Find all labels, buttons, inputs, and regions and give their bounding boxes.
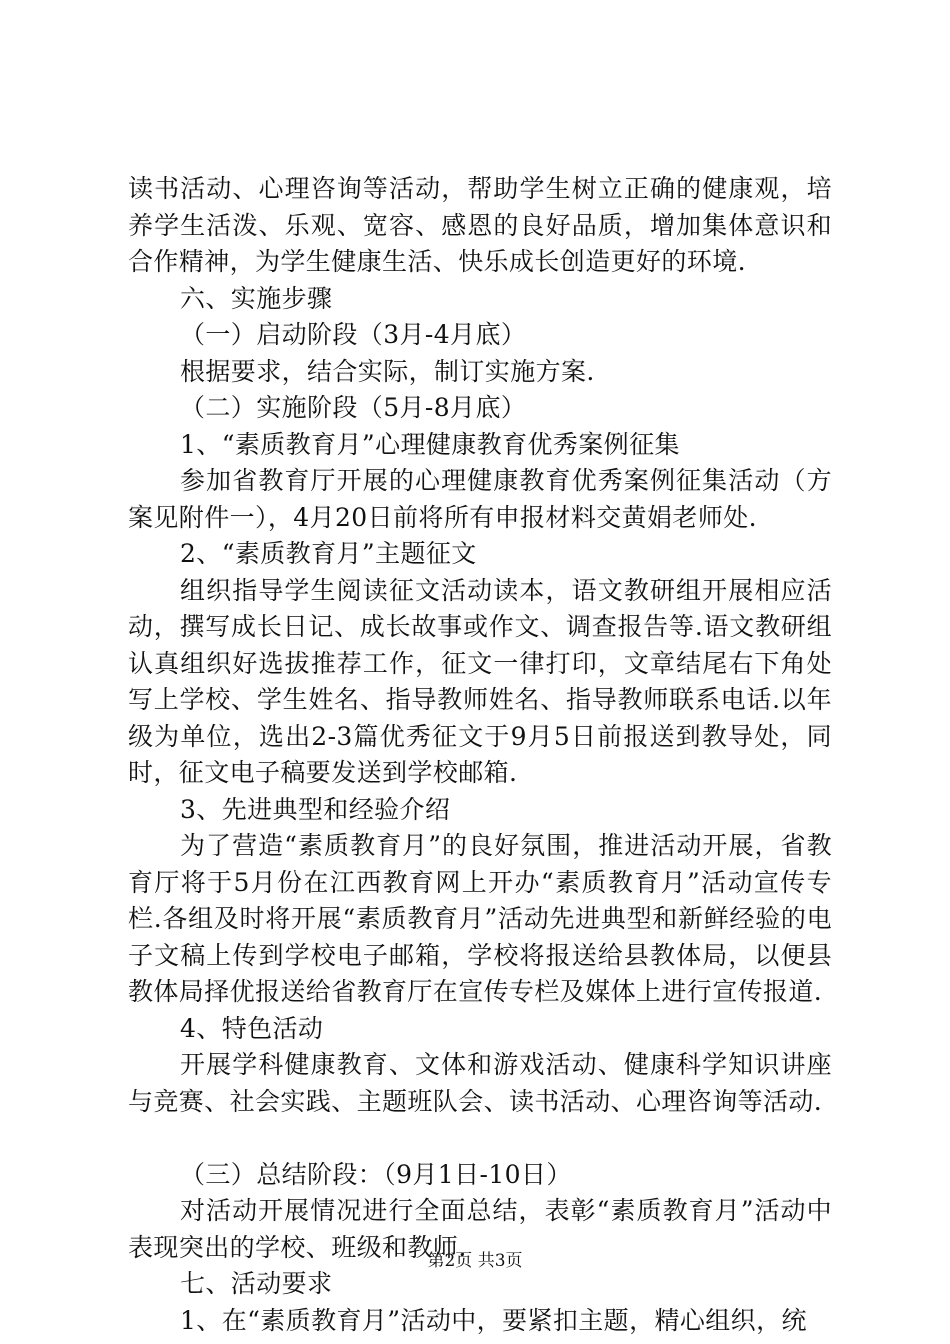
paragraph: 开展学科健康教育、文体和游戏活动、健康科学知识讲座与竞赛、社会实践、主题班队会、读书活动、心理咨询等活动.: [128, 1050, 832, 1116]
paragraph: 根据要求，结合实际，制订实施方案.: [180, 356, 595, 386]
document-body: [128, 171, 832, 1339]
paragraph: 参加省教育厅开展的心理健康教育优秀案例征集活动（方案见附件一），4月20日前将所有申报材料交黄娟老师处.: [128, 466, 832, 532]
paragraph: 为了营造“素质教育月”的良好氛围，推进活动开展，省教育厅将于5月份在江西教育网上开办“素质教育月”活动宣传专栏.各组及时将开展“素质教育月”活动先进典型和新鲜经验的电子文稿上传到学校电子邮箱，学校将报送给县教体局，以便县教体局择优报送给省教育厅在宣传专栏及媒体上进行宣传报道.: [128, 831, 832, 1006]
paragraph: 对活动开展情况进行全面总结，表彰“素质教育月”活动中表现突出的学校、班级和教师.: [128, 1196, 832, 1262]
subsection-heading: （三）总结阶段：（9月1日-10日）: [180, 1159, 572, 1189]
blank-line: [128, 1120, 832, 1157]
item-heading: 2、“素质教育月”主题征文: [180, 539, 477, 568]
paragraph: 读书活动、心理咨询等活动，帮助学生树立正确的健康观，培养学生活泼、乐观、宽容、感恩的良好品质，增加集体意识和合作精神，为学生健康生活、快乐成长创造更好的环境.: [128, 174, 832, 276]
section-heading: 六、实施步骤: [180, 283, 333, 313]
section-heading: 七、活动要求: [180, 1269, 333, 1298]
paragraph: 组织指导学生阅读征文活动读本，语文教研组开展相应活动，撰写成长日记、成长故事或作文、调查报告等.语文教研组认真组织好选拔推荐工作，征文一律打印，文章结尾右下角处写上学校、学生姓名、指导教师姓名、指导教师联系电话.以年级为单位，选出2-3篇优秀征文于9月5日前报送到教导处，同时，征文电子稿要发送到学校邮箱.: [128, 575, 832, 787]
subsection-heading: （二）实施阶段（5月-8月底）: [180, 393, 527, 422]
subsection-heading: （一）启动阶段（3月-4月底）: [180, 320, 527, 349]
item-heading: 1、“素质教育月”心理健康教育优秀案例征集: [180, 429, 680, 459]
item-heading: 3、先进典型和经验介绍: [180, 794, 451, 824]
paragraph: 1、在“素质教育月”活动中，要紧扣主题，精心组织，统: [180, 1305, 807, 1335]
page-number-footer: 第2页 共3页: [427, 1251, 523, 1271]
item-heading: 4、特色活动: [180, 1013, 324, 1043]
